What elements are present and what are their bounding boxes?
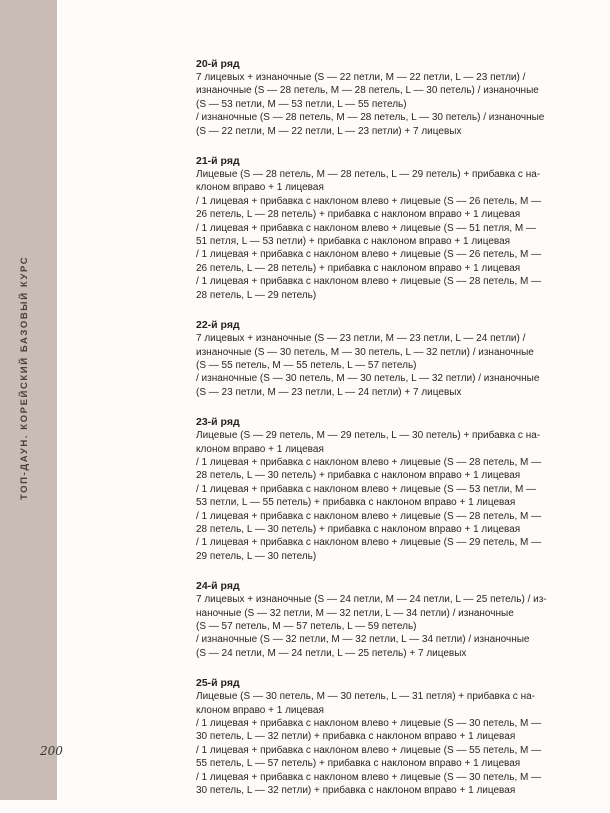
text-line: (S — 55 петель, M — 55 петель, L — 57 петель) — [196, 359, 417, 371]
row-section — [196, 579, 548, 660]
text-line: / 1 лицевая + прибавка с наклоном влево + лицевые (S — 26 петель, M — — [196, 195, 542, 207]
text-line: 26 петель, L — 28 петель) + прибавка с наклоном вправо + 1 лицевая — [196, 209, 521, 221]
text-line: / изнаночные (S — 32 петли, M — 32 петли, L — 34 петли) / изнаночные — [196, 634, 530, 646]
page-content — [196, 57, 548, 813]
sidebar — [0, 0, 57, 800]
text-line: / 1 лицевая + прибавка с наклоном влево + лицевые (S — 29 петель, M — — [196, 537, 542, 549]
text-line: (S — 22 петли, M — 22 петли, L — 23 петли) + 7 лицевых — [196, 125, 462, 137]
row-heading: 20-й ряд — [196, 58, 240, 70]
text-line: / 1 лицевая + прибавка с наклоном влево + лицевые (S — 51 петля, M — — [196, 222, 536, 234]
text-line: (S — 24 петли, M — 24 петли, L — 25 петель) + 7 лицевых — [196, 647, 467, 659]
text-line: клоном вправо + 1 лицевая — [196, 443, 324, 455]
text-line: клоном вправо + 1 лицевая — [196, 704, 324, 716]
row-heading: 21-й ряд — [196, 155, 240, 168]
text-line: 7 лицевых + изнаночные (S — 22 петли, M — 22 петли, L — 23 петли) / — [196, 72, 526, 83]
text-line: 30 петель, L — 32 петли) + прибавка с наклоном вправо + 1 лицевая — [196, 731, 516, 743]
text-line: / 1 лицевая + прибавка с наклоном влево + лицевые (S — 30 петель, M — — [196, 718, 542, 730]
text-line: 28 петель, L — 30 петель) + прибавка с наклоном вправо + 1 лицевая — [196, 523, 521, 535]
text-line: / изнаночные (S — 30 петель, M — 30 петель, L — 32 петли) / изнаночные — [196, 373, 540, 385]
running-title: ТОП-ДАУН. КОРЕЙСКИЙ БАЗОВЫЙ КУРС — [19, 255, 30, 500]
text-line: 28 петель, L — 30 петель) + прибавка с наклоном вправо + 1 лицевая — [196, 470, 521, 482]
text-line: изнаночные (S — 28 петель, M — 28 петель, L — 30 петель) / изнаночные — [196, 85, 539, 97]
row-heading: 22-й ряд — [196, 319, 240, 332]
text-line: клоном вправо + 1 лицевая — [196, 182, 324, 194]
text-line: / 1 лицевая + прибавка с наклоном влево + лицевые (S — 28 петель, M — — [196, 456, 542, 468]
text-line: 53 петли, L — 55 петель) + прибавка с наклоном вправо + 1 лицевая — [196, 497, 516, 509]
row-section — [196, 318, 548, 399]
text-line: (S — 57 петель, M — 57 петель, L — 59 петель) — [196, 621, 417, 632]
row-section — [196, 676, 548, 797]
text-line: (S — 23 петли, M — 23 петли, L — 24 петли) + 7 лицевых — [196, 386, 462, 398]
row-heading: 25-й ряд — [196, 677, 240, 690]
row-section — [196, 57, 548, 138]
text-line: (S — 53 петли, M — 53 петли, L — 55 петель) — [196, 98, 407, 110]
text-line: 7 лицевых + изнаночные (S — 24 петли, M — 24 петли, L — 25 петель) / из- — [196, 594, 547, 606]
text-line: / 1 лицевая + прибавка с наклоном влево + лицевые (S — 28 петель, M — — [196, 276, 542, 288]
row-section — [196, 415, 548, 563]
text-line: 28 петель, L — 29 петель) — [196, 289, 317, 301]
text-line: / 1 лицевая + прибавка с наклоном влево + лицевые (S — 30 петель, M — — [196, 771, 542, 783]
row-heading: 23-й ряд — [196, 416, 240, 429]
text-line: 26 петель, L — 28 петель) + прибавка с наклоном вправо + 1 лицевая — [196, 262, 521, 274]
text-line: 55 петель, L — 57 петель) + прибавка с наклоном вправо + 1 лицевая — [196, 758, 521, 770]
text-line: Лицевые (S — 30 петель, M — 30 петель, L — 31 петля) + прибавка с на- — [196, 691, 535, 703]
text-line: / 1 лицевая + прибавка с наклоном влево + лицевые (S — 26 петель, M — — [196, 249, 542, 261]
text-line: 7 лицевых + изнаночные (S — 23 петли, M — 23 петли, L — 24 петли) / — [196, 333, 526, 345]
text-line: Лицевые (S — 29 петель, M — 29 петель, L — 30 петель) + прибавка с на- — [196, 430, 541, 442]
row-heading: 24-й ряд — [196, 580, 240, 593]
text-line: / 1 лицевая + прибавка с наклоном влево + лицевые (S — 53 петли, M — — [196, 483, 537, 495]
row-section — [196, 154, 548, 302]
text-line: 29 петель, L — 30 петель) — [196, 550, 317, 562]
text-line: 51 петля, L — 53 петли) + прибавка с наклоном вправо + 1 лицевая — [196, 236, 511, 248]
text-line: Лицевые (S — 28 петель, M — 28 петель, L — 29 петель) + прибавка с на- — [196, 169, 541, 181]
text-line: 30 петель, L — 32 петли) + прибавка с наклоном вправо + 1 лицевая — [196, 785, 516, 797]
text-line: / изнаночные (S — 28 петель, M — 28 петель, L — 30 петель) / изнаночные — [196, 112, 545, 124]
text-line: / 1 лицевая + прибавка с наклоном влево + лицевые (S — 55 петель, M — — [196, 744, 542, 756]
page-number: 200 — [40, 744, 63, 758]
text-line: / 1 лицевая + прибавка с наклоном влево + лицевые (S — 28 петель, M — — [196, 510, 542, 522]
text-line: изнаночные (S — 30 петель, M — 30 петель, L — 32 петли) / изнаночные — [196, 346, 534, 358]
text-line: наночные (S — 32 петли, M — 32 петли, L — 34 петли) / изнаночные — [196, 607, 514, 619]
